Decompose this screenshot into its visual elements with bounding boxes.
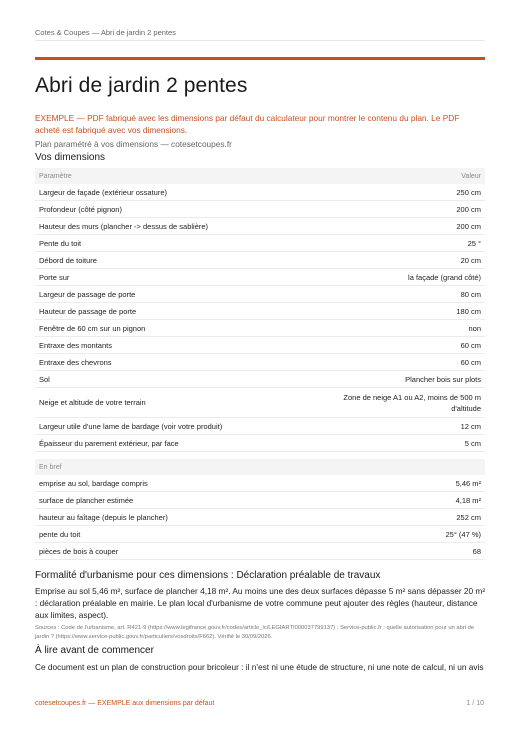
row-label: Largeur de passage de porte (39, 289, 136, 299)
table-row (35, 252, 485, 269)
row-label: Épaisseur du parement extérieur, par face (39, 438, 179, 448)
row-label: Fenêtre de 60 cm sur un pignon (39, 323, 146, 333)
row-value: non (468, 323, 481, 333)
table-row (35, 303, 485, 320)
row-value: 200 cm (456, 204, 481, 214)
row-label: Pente du toit (39, 238, 82, 248)
row-label: Débord de toiture (39, 255, 97, 265)
accent-bar (35, 57, 485, 60)
urbanisme-heading: Formalité d'urbanisme pour ces dimensions : Déclaration préalable de travaux (35, 570, 381, 581)
dimensions-table-header (35, 168, 485, 184)
row-value: 60 cm (460, 340, 481, 350)
row-label: Sol (39, 374, 50, 384)
dimensions-heading: Vos dimensions (35, 152, 106, 163)
table-row (35, 509, 485, 526)
example-notice: EXEMPLE — PDF fabriqué avec les dimensions par défaut du calculateur pour montrer le contenu du plan. Le PDF acheté est fabriqué avec vos dimensions. (35, 113, 460, 135)
summary-heading: En bref (39, 463, 62, 471)
page-number: 1 / 10 (466, 700, 484, 707)
row-value: 200 cm (456, 221, 481, 231)
row-label: emprise au sol, bardage compris (39, 478, 148, 488)
row-value: Plancher bois sur plots (405, 374, 481, 384)
plan-subtitle: Plan paramétré à vos dimensions — cotesetcoupes.fr (35, 139, 232, 149)
row-value: Zone de neige A1 ou A2, moins de 500 m d'altitude (343, 392, 481, 413)
table-row (35, 526, 485, 543)
row-value: 5,46 m² (455, 478, 481, 488)
table-row (35, 354, 485, 371)
header-divider (35, 40, 485, 41)
table-row (35, 235, 485, 252)
row-label: hauteur au faîtage (depuis le plancher) (39, 512, 168, 522)
row-label: Largeur utile d'une lame de bardage (voir votre produit) (39, 421, 223, 431)
read-first-text: Ce document est un plan de construction pour bricoleur : il n'est ni une étude de structure, ni une note de calcul, ni un avis (35, 662, 484, 672)
table-row (35, 286, 485, 303)
row-value: 250 cm (456, 187, 481, 197)
row-label: pente du toit (39, 529, 81, 539)
row-value: 4,18 m² (455, 495, 481, 505)
row-value: 5 cm (464, 438, 481, 448)
table-row (35, 184, 485, 201)
table-row (35, 201, 485, 218)
row-value: 20 cm (460, 255, 481, 265)
row-label: Neige et altitude de votre terrain (39, 398, 146, 407)
page-title: Abri de jardin 2 pentes (35, 74, 248, 97)
table-row (35, 337, 485, 354)
row-label: surface de plancher estimée (39, 495, 134, 505)
summary-table-header (35, 459, 485, 475)
row-value: 68 (472, 546, 481, 556)
read-first-heading: À lire avant de commencer (35, 645, 154, 656)
row-value: 25 ° (467, 238, 481, 248)
dimensions-table (35, 168, 485, 452)
row-label: Entraxe des montants (39, 340, 112, 350)
table-row (35, 388, 485, 418)
row-value: 252 cm (456, 512, 481, 522)
table-row (35, 218, 485, 235)
row-value: 25° (47 %) (445, 529, 481, 539)
running-header: Cotes & Coupes — Abri de jardin 2 pentes (35, 28, 176, 37)
row-label: Hauteur de passage de porte (39, 306, 137, 316)
row-value: 80 cm (460, 289, 481, 299)
table-row (35, 435, 485, 452)
row-value: la façade (grand côté) (408, 272, 481, 282)
table-row (35, 543, 485, 560)
row-value: 60 cm (460, 357, 481, 367)
column-header-value: Valeur (461, 172, 481, 180)
row-label: Hauteur des murs (plancher -> dessus de sablière) (39, 221, 209, 231)
urbanisme-sources: Sources : Code de l'urbanisme, art. R421-9 (https://www.legifrance.gouv.fr/codes/article_lc/LEGIARTI000037799137) ; Service-public.fr : quelle autorisation pour un abri de jardin ? (https://www.service-public.gouv.fr/particuliers/vosdroits/F662). Vérifié le 30/09/2026. (35, 625, 475, 640)
table-row (35, 269, 485, 286)
row-label: Entraxe des chevrons (39, 357, 112, 367)
table-row (35, 475, 485, 492)
urbanisme-text: Emprise au sol 5,46 m², surface de plancher 4,18 m². Au moins une des deux surfaces dépasse 5 m² sans dépasser 20 m² : déclaration préalable en mairie. Le plan local d'urbanisme de votre commune peut ajouter des règles (hauteur, distance aux limites, aspect). (35, 586, 486, 621)
row-label: Porte sur (39, 272, 70, 282)
row-label: pièces de bois à couper (39, 546, 119, 556)
column-header-parameter: Paramètre (39, 172, 72, 180)
table-row (35, 371, 485, 388)
summary-table (35, 459, 485, 560)
table-row (35, 492, 485, 509)
row-value: 180 cm (456, 306, 481, 316)
row-label: Profondeur (côté pignon) (39, 204, 122, 214)
footer-site-label: cotesetcoupes.fr — EXEMPLE aux dimensions par défaut (35, 700, 215, 707)
table-row (35, 320, 485, 337)
table-row (35, 418, 485, 435)
row-label: Largeur de façade (extérieur ossature) (39, 187, 167, 197)
row-value: 12 cm (460, 421, 481, 431)
